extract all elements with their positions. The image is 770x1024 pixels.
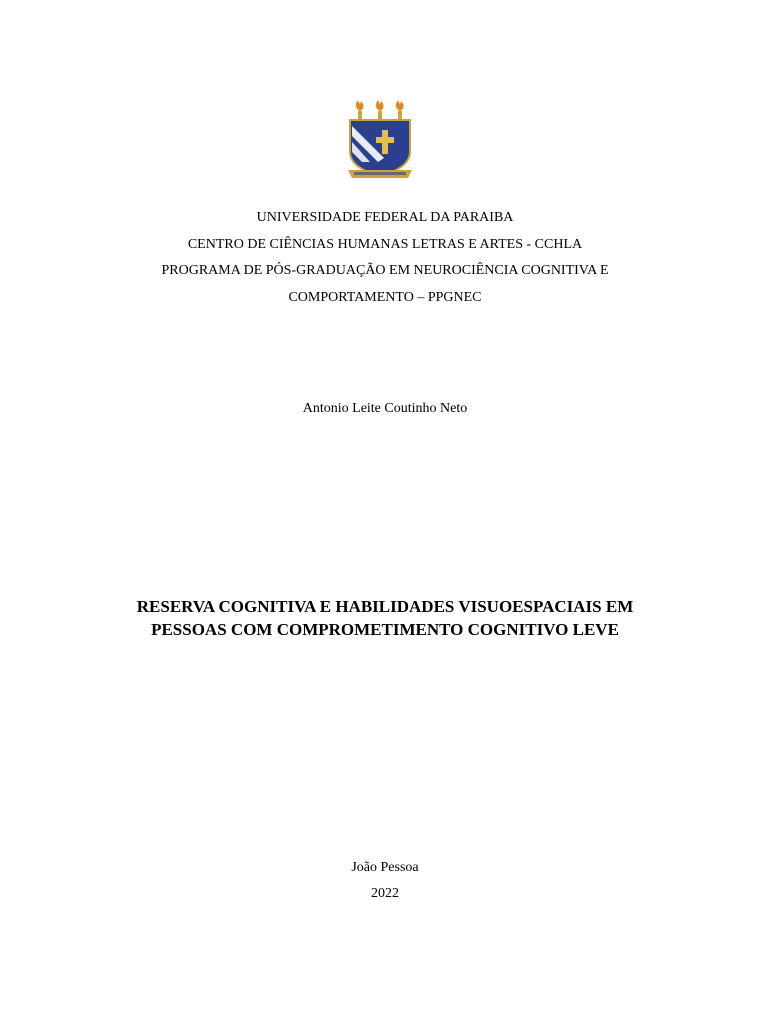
city: João Pessoa bbox=[351, 860, 419, 875]
year: 2022 bbox=[371, 886, 399, 901]
torch-icon-left bbox=[356, 100, 364, 121]
thesis-title-line-1: RESERVA COGNITIVA E HABILIDADES VISUOESPACIAIS EM bbox=[136, 597, 634, 616]
shield-icon bbox=[350, 120, 410, 176]
place-and-year bbox=[0, 855, 770, 907]
torch-icon-right bbox=[396, 100, 404, 121]
torch-icon-center bbox=[376, 100, 384, 121]
thesis-title bbox=[0, 595, 770, 641]
institution-header bbox=[0, 205, 770, 311]
program-name-line-1: PROGRAMA DE PÓS-GRADUAÇÃO EM NEUROCIÊNCIA COGNITIVA E bbox=[161, 263, 609, 278]
university-coat-of-arms-icon bbox=[344, 96, 416, 184]
program-name-line-2: COMPORTAMENTO – PPGNEC bbox=[288, 289, 482, 305]
university-name: UNIVERSIDADE FEDERAL DA PARAIBA bbox=[256, 210, 514, 225]
center-name: CENTRO DE CIÊNCIAS HUMANAS LETRAS E ARTES - CCHLA bbox=[187, 236, 583, 252]
author-name: Antonio Leite Coutinho Neto bbox=[302, 401, 468, 416]
thesis-title-line-2: PESSOAS COM COMPROMETIMENTO COGNITIVO LEVE bbox=[151, 620, 619, 639]
